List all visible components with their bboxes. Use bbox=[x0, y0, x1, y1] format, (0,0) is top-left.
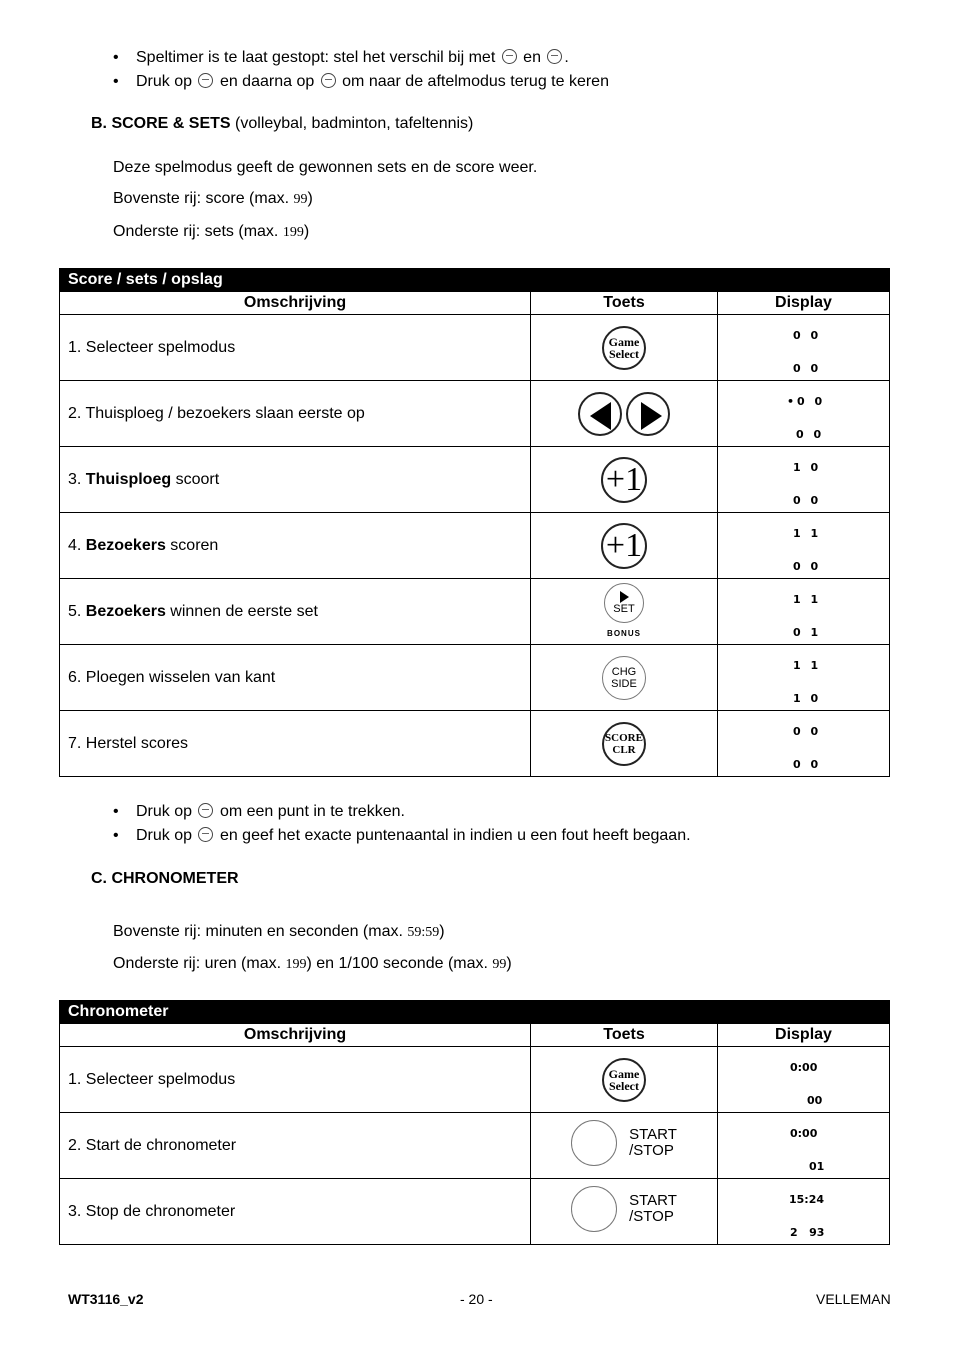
bullet-text: Druk op bbox=[136, 826, 193, 844]
section-b-bottom-row bbox=[113, 223, 309, 241]
score-sets-table bbox=[59, 268, 890, 777]
row-display bbox=[718, 1179, 890, 1245]
key-label: SET bbox=[613, 602, 635, 615]
no-clr-button-icon bbox=[321, 73, 336, 88]
chg-side-button-icon bbox=[602, 656, 646, 700]
row-desc bbox=[60, 579, 531, 645]
display-bottom: 0 1 bbox=[793, 626, 822, 639]
display-bottom: 0 0 bbox=[793, 758, 822, 771]
bullet-text: om naar de aftelmodus terug te keren bbox=[342, 72, 609, 90]
start-stop-button-icon bbox=[571, 1120, 617, 1166]
desc-text: winnen de eerste set bbox=[165, 602, 318, 620]
section-b-top-row bbox=[113, 190, 313, 208]
display-top: 0:00 bbox=[790, 1127, 818, 1140]
footer-page-number: - 20 - bbox=[460, 1291, 493, 1307]
display-bottom: 2 93 bbox=[790, 1226, 825, 1239]
bullet-text: en geef het exacte puntenaantal in indien u een fout heeft begaan. bbox=[219, 826, 691, 844]
footer-model: WT3116_v2 bbox=[68, 1291, 144, 1307]
row-desc bbox=[60, 513, 531, 579]
start-stop-button bbox=[571, 1120, 677, 1166]
row-display bbox=[718, 315, 890, 381]
table-header-row bbox=[60, 1024, 890, 1047]
display-top: 0 0 bbox=[793, 725, 822, 738]
bonus-label: BONUS bbox=[607, 628, 641, 638]
row-display bbox=[718, 447, 890, 513]
value: 59:59 bbox=[407, 925, 440, 940]
desc-text: 6. Ploegen wisselen van kant bbox=[68, 668, 276, 686]
table-title: Score / sets / opslag bbox=[60, 269, 890, 292]
row-display bbox=[718, 579, 890, 645]
heading-bold: B. SCORE & SETS bbox=[91, 115, 231, 132]
row-desc bbox=[60, 711, 531, 777]
text: ) bbox=[506, 955, 512, 972]
desc-text: 2. Thuisploeg / bezoekers slaan eerste op bbox=[68, 404, 365, 422]
table-row bbox=[60, 513, 890, 579]
minus-one-button-icon bbox=[198, 803, 213, 818]
section-b-intro: Deze spelmodus geeft de gewonnen sets en de score weer. bbox=[113, 159, 538, 176]
table-title: Chronometer bbox=[60, 1001, 890, 1024]
table-title-row bbox=[60, 1001, 890, 1024]
row-display bbox=[718, 381, 890, 447]
value: 199 bbox=[285, 957, 307, 972]
display-top: 1 1 bbox=[793, 593, 822, 606]
table-row bbox=[60, 579, 890, 645]
row-desc bbox=[60, 1047, 531, 1113]
plus-button-icon bbox=[547, 49, 562, 64]
key-label: SCORE CLR bbox=[605, 731, 643, 756]
text: Bovenste rij: minuten en seconden (max. bbox=[113, 923, 408, 940]
desc-text: 2. Start de chronometer bbox=[68, 1136, 237, 1154]
set-bonus-key bbox=[604, 583, 644, 641]
key-label: Game Select bbox=[608, 1066, 640, 1093]
heading-bold: C. CHRONOMETER bbox=[91, 870, 239, 887]
desc-text: 5. bbox=[68, 602, 86, 620]
bullet-text: en bbox=[523, 49, 541, 66]
bullet-item bbox=[113, 70, 609, 94]
table-row bbox=[60, 1179, 890, 1245]
heading-rest: (volleybal, badminton, tafeltennis) bbox=[235, 115, 474, 132]
display-bottom: 0 0 bbox=[796, 428, 825, 441]
table-header-row bbox=[60, 292, 890, 315]
text: ) bbox=[303, 223, 310, 240]
display-bottom: 0 0 bbox=[793, 494, 822, 507]
mid-bullet-list bbox=[113, 800, 691, 847]
row-display bbox=[718, 1113, 890, 1179]
start-stop-button bbox=[571, 1186, 677, 1232]
desc-bold: Bezoekers bbox=[85, 602, 166, 620]
desc-text: scoren bbox=[165, 536, 219, 554]
display-top: 1 1 bbox=[793, 527, 822, 540]
text: ) en 1/100 seconde (max. bbox=[306, 955, 493, 972]
text: ) bbox=[307, 190, 313, 207]
score-clr-button-icon bbox=[602, 722, 646, 766]
section-b-heading bbox=[91, 115, 473, 133]
text: Onderste rij: uren (max. bbox=[113, 955, 286, 972]
display-top: 1 0 bbox=[793, 461, 822, 474]
game-select-button-icon bbox=[602, 1058, 646, 1102]
play-icon bbox=[619, 591, 629, 603]
row-key bbox=[531, 579, 718, 645]
row-key bbox=[531, 711, 718, 777]
row-desc bbox=[60, 381, 531, 447]
row-key bbox=[531, 447, 718, 513]
bullet-item bbox=[113, 46, 609, 70]
key-label: START /STOP bbox=[629, 1126, 677, 1159]
section-c-bottom-row bbox=[113, 955, 512, 973]
row-key bbox=[531, 315, 718, 381]
plus-one-button-icon bbox=[601, 523, 647, 569]
bullet-text: en daarna op bbox=[219, 72, 315, 90]
value: 99 bbox=[293, 192, 308, 207]
table-row bbox=[60, 645, 890, 711]
desc-text: 3. bbox=[68, 470, 86, 488]
row-display bbox=[718, 711, 890, 777]
bullet-text: Speltimer is te laat gestopt: stel het verschil bij met bbox=[136, 49, 496, 66]
section-c-top-row bbox=[113, 923, 445, 941]
value: 99 bbox=[492, 957, 507, 972]
table-title-row bbox=[60, 269, 890, 292]
clear-button-icon bbox=[198, 73, 213, 88]
bullet-text: Druk op bbox=[136, 72, 193, 90]
top-bullet-list bbox=[113, 46, 609, 93]
key-label: +1 bbox=[605, 460, 643, 498]
display-top: 15:24 bbox=[789, 1193, 825, 1206]
text: Onderste rij: sets (max. bbox=[113, 223, 283, 240]
game-select-button-icon bbox=[602, 326, 646, 370]
row-key bbox=[531, 645, 718, 711]
value: 199 bbox=[282, 225, 304, 240]
minus-button-icon bbox=[502, 49, 517, 64]
row-desc bbox=[60, 1179, 531, 1245]
row-display bbox=[718, 513, 890, 579]
header-omschrijving: Omschrijving bbox=[60, 1024, 531, 1047]
header-toets: Toets bbox=[531, 1024, 718, 1047]
header-omschrijving: Omschrijving bbox=[60, 292, 531, 315]
row-desc bbox=[60, 315, 531, 381]
key-label: CHG SIDE bbox=[611, 665, 637, 690]
display-bottom: 0 0 bbox=[793, 362, 822, 375]
chronometer-table bbox=[59, 1000, 890, 1245]
desc-bold: Bezoekers bbox=[85, 536, 166, 554]
section-c-heading bbox=[91, 870, 239, 888]
display-bottom: 01 bbox=[809, 1160, 825, 1173]
desc-text: 4. bbox=[68, 536, 86, 554]
desc-text: 3. Stop de chronometer bbox=[68, 1202, 236, 1220]
start-stop-button-icon bbox=[571, 1186, 617, 1232]
row-key bbox=[531, 1047, 718, 1113]
no-clr-button-icon bbox=[198, 827, 213, 842]
bullet-text: om een punt in te trekken. bbox=[219, 803, 405, 820]
footer-brand: VELLEMAN bbox=[816, 1291, 891, 1307]
display-bottom: 1 0 bbox=[793, 692, 822, 705]
bullet-text: Druk op bbox=[136, 803, 193, 820]
row-key bbox=[531, 381, 718, 447]
desc-text: 1. Selecteer spelmodus bbox=[68, 338, 236, 356]
table-row bbox=[60, 315, 890, 381]
bullet-item bbox=[113, 800, 691, 824]
plus-one-button-icon bbox=[601, 457, 647, 503]
header-display: Display bbox=[718, 292, 890, 315]
display-bottom: 00 bbox=[807, 1094, 823, 1107]
display-top: •0 0 bbox=[787, 395, 826, 408]
text: ) bbox=[439, 923, 445, 940]
desc-bold: Thuisploeg bbox=[85, 470, 172, 488]
set-button-icon bbox=[604, 583, 644, 623]
row-key bbox=[531, 513, 718, 579]
desc-text: 7. Herstel scores bbox=[68, 734, 189, 752]
bullet-item bbox=[113, 824, 691, 848]
key-label: +1 bbox=[605, 526, 643, 564]
display-top: 0:00 bbox=[790, 1061, 818, 1074]
display-top: 1 1 bbox=[793, 659, 822, 672]
table-row bbox=[60, 1047, 890, 1113]
display-top: 0 0 bbox=[793, 329, 822, 342]
row-desc bbox=[60, 645, 531, 711]
desc-text: scoort bbox=[171, 470, 220, 488]
header-toets: Toets bbox=[531, 292, 718, 315]
bullet-text: . bbox=[564, 49, 569, 66]
row-key bbox=[531, 1113, 718, 1179]
table-row bbox=[60, 711, 890, 777]
table-row bbox=[60, 1113, 890, 1179]
arrow-left-icon bbox=[578, 392, 622, 436]
header-display: Display bbox=[718, 1024, 890, 1047]
table-row bbox=[60, 447, 890, 513]
row-display bbox=[718, 645, 890, 711]
row-key bbox=[531, 1179, 718, 1245]
row-display bbox=[718, 1047, 890, 1113]
row-desc bbox=[60, 1113, 531, 1179]
arrow-right-icon bbox=[626, 392, 670, 436]
table-row bbox=[60, 381, 890, 447]
text: Bovenste rij: score (max. bbox=[113, 190, 294, 207]
display-bottom: 0 0 bbox=[793, 560, 822, 573]
key-label: Game Select bbox=[608, 334, 640, 361]
key-label: START /STOP bbox=[629, 1192, 677, 1225]
desc-text: 1. Selecteer spelmodus bbox=[68, 1070, 236, 1088]
row-desc bbox=[60, 447, 531, 513]
